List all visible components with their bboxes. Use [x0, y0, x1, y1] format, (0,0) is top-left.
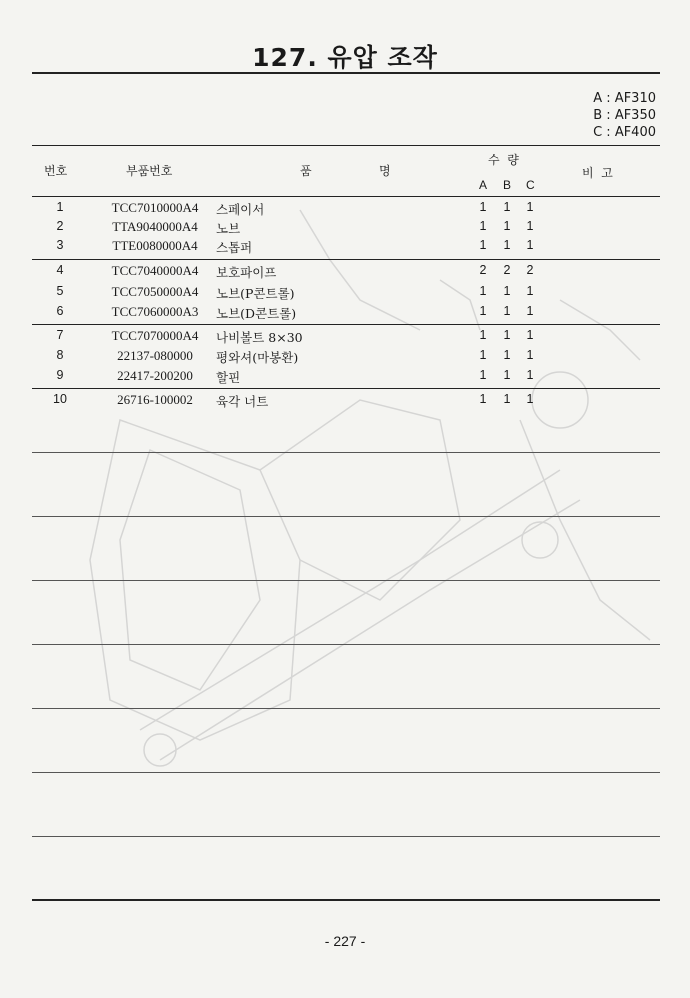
table-row	[0, 304, 690, 324]
model-a: A : AF310	[593, 91, 656, 106]
row-qty-b: 2	[503, 263, 511, 277]
row-qty-c: 1	[526, 304, 534, 318]
row-name: 스톱퍼	[216, 240, 253, 255]
blank-rule	[32, 452, 660, 453]
row-no: 9	[56, 368, 64, 382]
blank-rule	[32, 580, 660, 581]
table-row	[0, 348, 690, 368]
table-row	[0, 219, 690, 239]
row-no: 6	[56, 304, 64, 318]
row-qty-b: 1	[503, 219, 511, 233]
row-qty-b: 1	[503, 304, 511, 318]
header-qty-c: C	[526, 178, 535, 192]
group-rule	[32, 259, 660, 260]
table-row	[0, 284, 690, 304]
row-no: 3	[56, 238, 64, 252]
row-qty-c: 1	[526, 219, 534, 233]
row-qty-b: 1	[503, 284, 511, 298]
row-part-no: 22417-200200	[117, 368, 193, 383]
row-qty-c: 1	[526, 368, 534, 382]
row-qty-a: 1	[479, 304, 487, 318]
row-qty-c: 1	[526, 392, 534, 406]
row-part-no: TCC7050000A4	[111, 284, 199, 299]
row-part-no: TCC7010000A4	[111, 200, 199, 215]
table-row	[0, 263, 690, 283]
row-part-no: TTA9040000A4	[112, 219, 198, 234]
blank-rule	[32, 772, 660, 773]
row-name: 노브(P콘트롤)	[216, 286, 295, 301]
row-qty-a: 1	[479, 238, 487, 252]
table-row	[0, 368, 690, 388]
row-part-no: TTE0080000A4	[112, 238, 198, 253]
group-rule	[32, 324, 660, 325]
row-no: 10	[53, 392, 67, 406]
row-no: 8	[56, 348, 64, 362]
row-qty-c: 1	[526, 284, 534, 298]
header-name-1: 품	[300, 164, 312, 178]
row-no: 4	[56, 263, 64, 277]
row-qty-b: 1	[503, 368, 511, 382]
row-qty-a: 1	[479, 200, 487, 214]
table-row	[0, 200, 690, 220]
group-rule	[32, 388, 660, 389]
row-qty-b: 1	[503, 392, 511, 406]
row-part-no: 26716-100002	[117, 392, 193, 407]
row-qty-a: 1	[479, 328, 487, 342]
row-part-no: TCC7060000A3	[111, 304, 199, 319]
row-name: 나비볼트 8×30	[216, 330, 303, 345]
model-legend	[593, 90, 656, 141]
row-qty-a: 1	[479, 392, 487, 406]
row-qty-b: 1	[503, 348, 511, 362]
row-part-no: TCC7070000A4	[111, 328, 199, 343]
model-c: C : AF400	[593, 125, 656, 140]
header-qty: 수 량	[488, 153, 519, 167]
header-remark: 비 고	[582, 166, 613, 180]
row-name: 스페이서	[216, 202, 265, 217]
header-top-rule	[32, 145, 660, 146]
header-no: 번호	[44, 164, 68, 178]
row-qty-a: 1	[479, 368, 487, 382]
page-number: - 227 -	[324, 933, 366, 949]
blank-rule	[32, 708, 660, 709]
row-part-no: TCC7040000A4	[111, 263, 199, 278]
row-name: 노브	[216, 221, 241, 236]
row-name: 보호파이프	[216, 265, 277, 280]
row-qty-c: 1	[526, 238, 534, 252]
row-qty-b: 1	[503, 200, 511, 214]
row-name: 평와셔(마봉환)	[216, 350, 299, 365]
row-qty-b: 1	[503, 238, 511, 252]
title-rule	[32, 72, 660, 74]
row-qty-a: 2	[479, 263, 487, 277]
table-row	[0, 392, 690, 412]
row-qty-c: 1	[526, 200, 534, 214]
row-name: 육각 너트	[216, 394, 269, 409]
row-qty-a: 1	[479, 284, 487, 298]
row-part-no: 22137-080000	[117, 348, 193, 363]
row-no: 7	[56, 328, 64, 342]
header-bottom-rule	[32, 196, 660, 197]
bottom-rule	[32, 899, 660, 901]
row-name: 할핀	[216, 370, 241, 385]
row-no: 1	[56, 200, 64, 214]
row-no: 5	[56, 284, 64, 298]
blank-rule	[32, 644, 660, 645]
row-qty-c: 1	[526, 328, 534, 342]
row-qty-a: 1	[479, 348, 487, 362]
row-qty-c: 1	[526, 348, 534, 362]
row-qty-b: 1	[503, 328, 511, 342]
row-qty-a: 1	[479, 219, 487, 233]
row-no: 2	[56, 219, 64, 233]
header-qty-b: B	[503, 178, 512, 192]
header-qty-a: A	[479, 178, 488, 192]
blank-rule	[32, 516, 660, 517]
header-name-2: 명	[379, 164, 391, 178]
header-part-no: 부품번호	[126, 164, 173, 178]
table-row	[0, 238, 690, 258]
page-title: 127. 유압 조작	[252, 43, 438, 72]
table-row	[0, 328, 690, 348]
blank-rule	[32, 836, 660, 837]
row-qty-c: 2	[526, 263, 534, 277]
model-b: B : AF350	[593, 108, 656, 123]
row-name: 노브(D콘트롤)	[216, 306, 297, 321]
